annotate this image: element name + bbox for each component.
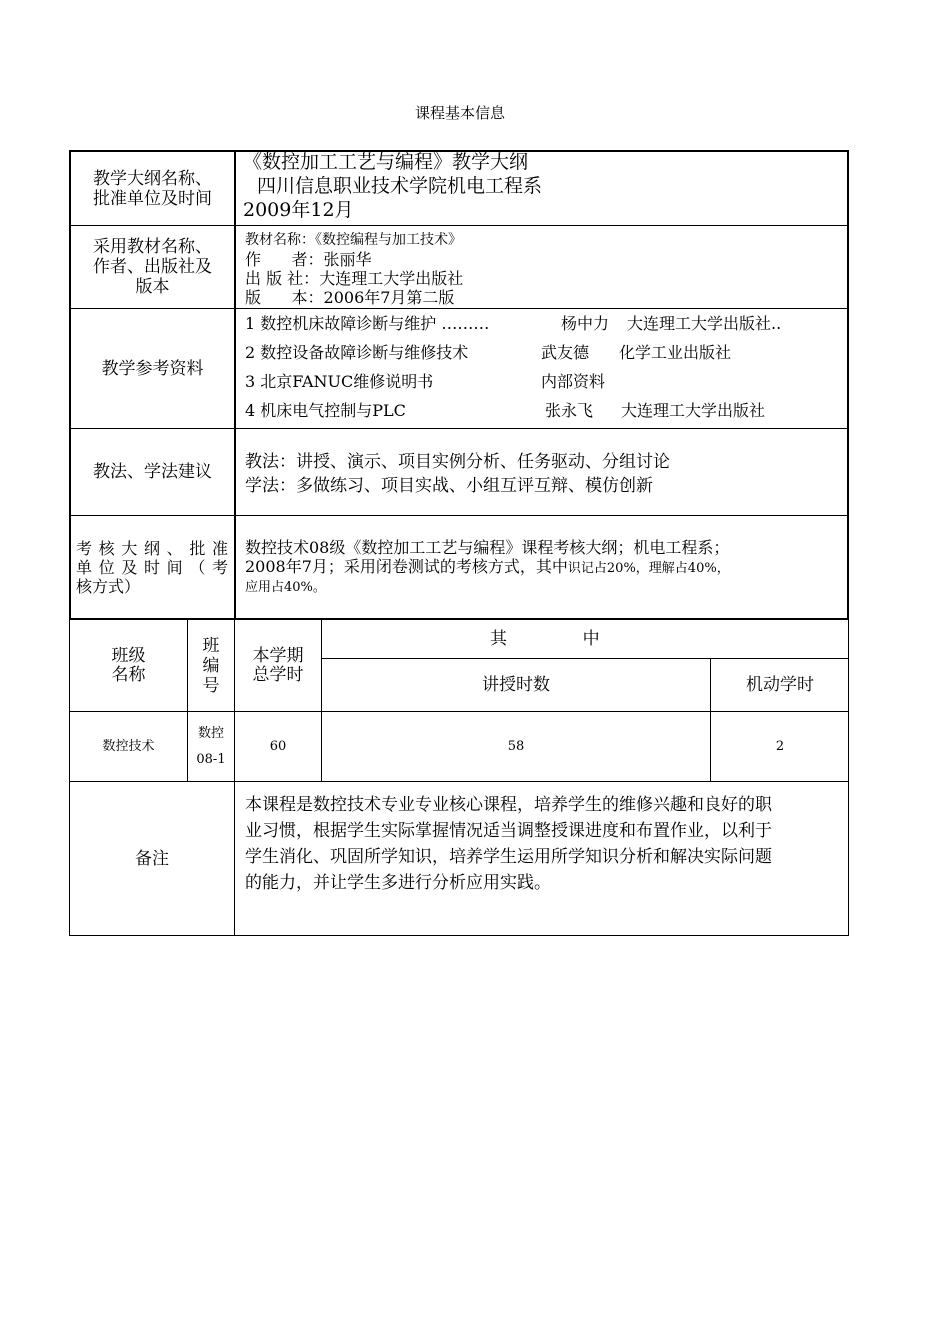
class-name-cell: 数控技术 bbox=[102, 738, 155, 754]
textbook-name: 教材名称：《数控编程与加工技术》 bbox=[245, 232, 462, 248]
remarks-content: 本课程是数控技术专业专业核心课程，培养学生的维修兴趣和良好的职 业习惯，根据学生实际掌握情况适当调整授课进度和布置作业，以利于 学生消化、巩固所学知识，培养学生运用所学知识分析和解决实际问题 的能力，并让学生多进行分析应用实践。 bbox=[245, 795, 772, 893]
methods-label: 教法、学法建议 bbox=[93, 462, 212, 482]
class-code-header: 班 编 号 bbox=[202, 635, 220, 696]
textbook-label: 采用教材名称、 作者、出版社及 版本 bbox=[93, 237, 212, 297]
references-label: 教学参考资料 bbox=[101, 358, 204, 379]
assessment-line-2: 2008年7月；采用闭卷测试的考核方式，其中识记占20%，理解占40%， bbox=[245, 557, 730, 576]
outline-label: 教学大纲名称、 批准单位及时间 bbox=[93, 168, 212, 209]
methods-content bbox=[245, 450, 670, 498]
textbook-author: 作 者：张丽华 bbox=[245, 250, 372, 269]
total-hours-cell: 60 bbox=[269, 738, 287, 754]
class-name-header: 班级 名称 bbox=[111, 645, 146, 685]
textbook-content bbox=[245, 229, 463, 307]
lecture-hours-header: 讲授时数 bbox=[482, 675, 550, 695]
textbook-edition: 版 本：2006年7月第二版 bbox=[245, 288, 455, 307]
assessment-line-3: 应用占40%。 bbox=[245, 580, 326, 595]
outline-content bbox=[243, 150, 542, 222]
learning-method: 学法：多做练习、项目实战、小组互评互辩、模仿创新 bbox=[245, 476, 653, 496]
assessment-line-1: 数控技术08级《数控加工工艺与编程》课程考核大纲；机电工程系； bbox=[245, 538, 730, 557]
total-hours-header: 本学期 总学时 bbox=[252, 645, 304, 685]
teaching-method: 教法：讲授、演示、项目实例分析、任务驱动、分组讨论 bbox=[245, 452, 670, 472]
outline-date: 2009年12月 bbox=[243, 199, 354, 221]
page-title: 课程基本信息 bbox=[414, 104, 505, 122]
of-which-header: 其 中 bbox=[490, 629, 600, 649]
outline-unit: 四川信息职业技术学院机电工程系 bbox=[257, 175, 543, 197]
lecture-hours-cell: 58 bbox=[507, 738, 525, 754]
outline-name: 《数控加工工艺与编程》教学大纲 bbox=[243, 151, 529, 173]
flexible-hours-cell: 2 bbox=[775, 738, 785, 754]
flexible-hours-header: 机动学时 bbox=[746, 675, 814, 695]
assessment-content bbox=[245, 538, 730, 597]
remarks-label: 备注 bbox=[135, 848, 169, 869]
assessment-label: 考核大纲、批准 单位及时间（考 核方式） bbox=[76, 539, 228, 596]
textbook-publisher: 出 版 社：大连理工大学出版社 bbox=[245, 269, 464, 288]
class-code-cell: 数控 08-1 bbox=[196, 725, 226, 767]
